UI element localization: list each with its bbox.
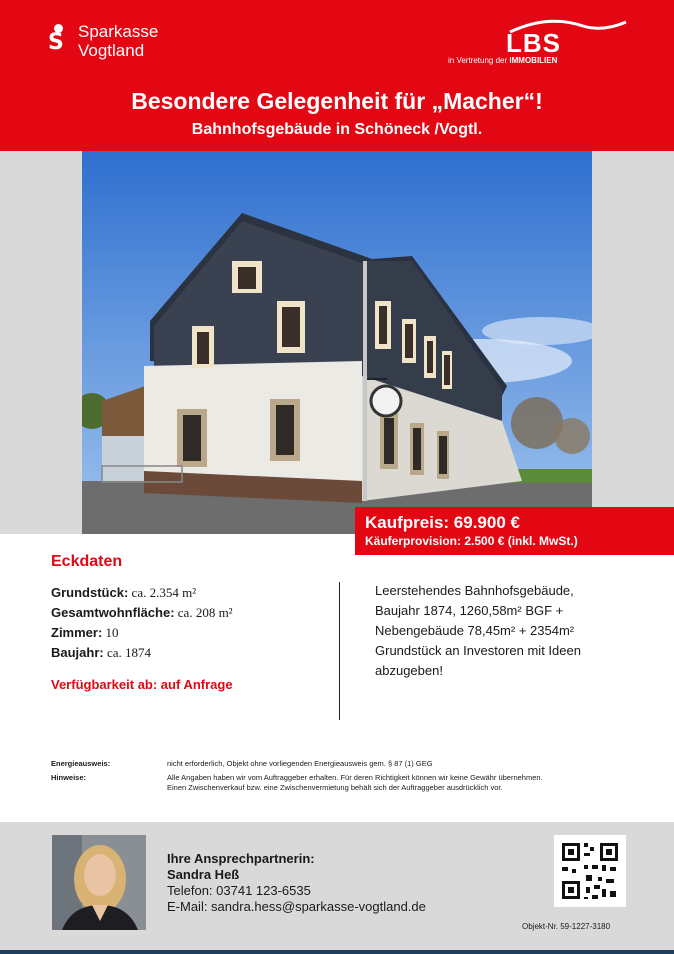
purchase-price: Kaufpreis: 69.900 € [365,513,520,532]
brand-line-2: Vogtland [78,41,145,60]
key-data-list [51,583,233,663]
page-subheadline: Bahnhofsgebäude in Schöneck /Vogtl. [191,121,483,138]
fact-year-built: Baujahr: ca. 1874 [51,645,152,660]
contact-phone[interactable]: Telefon: 03741 123-6535 [167,883,311,898]
price-box [355,507,674,555]
sparkasse-s-icon: S [48,24,70,54]
sparkasse-logo[interactable] [48,22,158,60]
lbs-logo[interactable] [446,18,626,70]
key-data-title: Eckdaten [51,553,123,570]
availability: Verfügbarkeit ab: auf Anfrage [51,677,233,692]
contact-details [167,851,426,915]
contact-avatar [52,835,146,930]
fact-living-area: Gesamtwohnfläche: ca. 208 m² [51,605,233,620]
brand-line-1: Sparkasse [78,22,159,41]
header-banner [0,0,674,151]
fact-rooms: Zimmer: 10 [51,625,119,640]
contact-heading: Ihre Ansprechpartnerin: [167,851,315,866]
property-photo [82,151,592,534]
fact-plot: Grundstück: ca. 2.354 m² [51,585,197,600]
lbs-wordmark: LBS [506,28,561,58]
qr-code-icon[interactable] [554,835,626,907]
contact-email[interactable]: E-Mail: sandra.hess@sparkasse-vogtland.de [167,899,426,914]
footer-bar [0,950,674,954]
column-divider [339,582,340,720]
lbs-tagline: in Vertretung der IMMOBILIEN [448,56,558,65]
buyer-commission: Käuferprovision: 2.500 € (inkl. MwSt.) [365,534,578,548]
object-number: Objekt-Nr. 59-1227-3180 [522,922,611,931]
page-headline: Besondere Gelegenheit für „Macher“! [131,88,543,114]
property-description: Leerstehendes Bahnhofsgebäude, Baujahr 1874, 1260,58m² BGF + Nebengebäude 78,45m² + 2354m² Grundstück an Investoren mit Ideen abzugeben! [375,583,581,678]
contact-name: Sandra Heß [167,867,240,882]
